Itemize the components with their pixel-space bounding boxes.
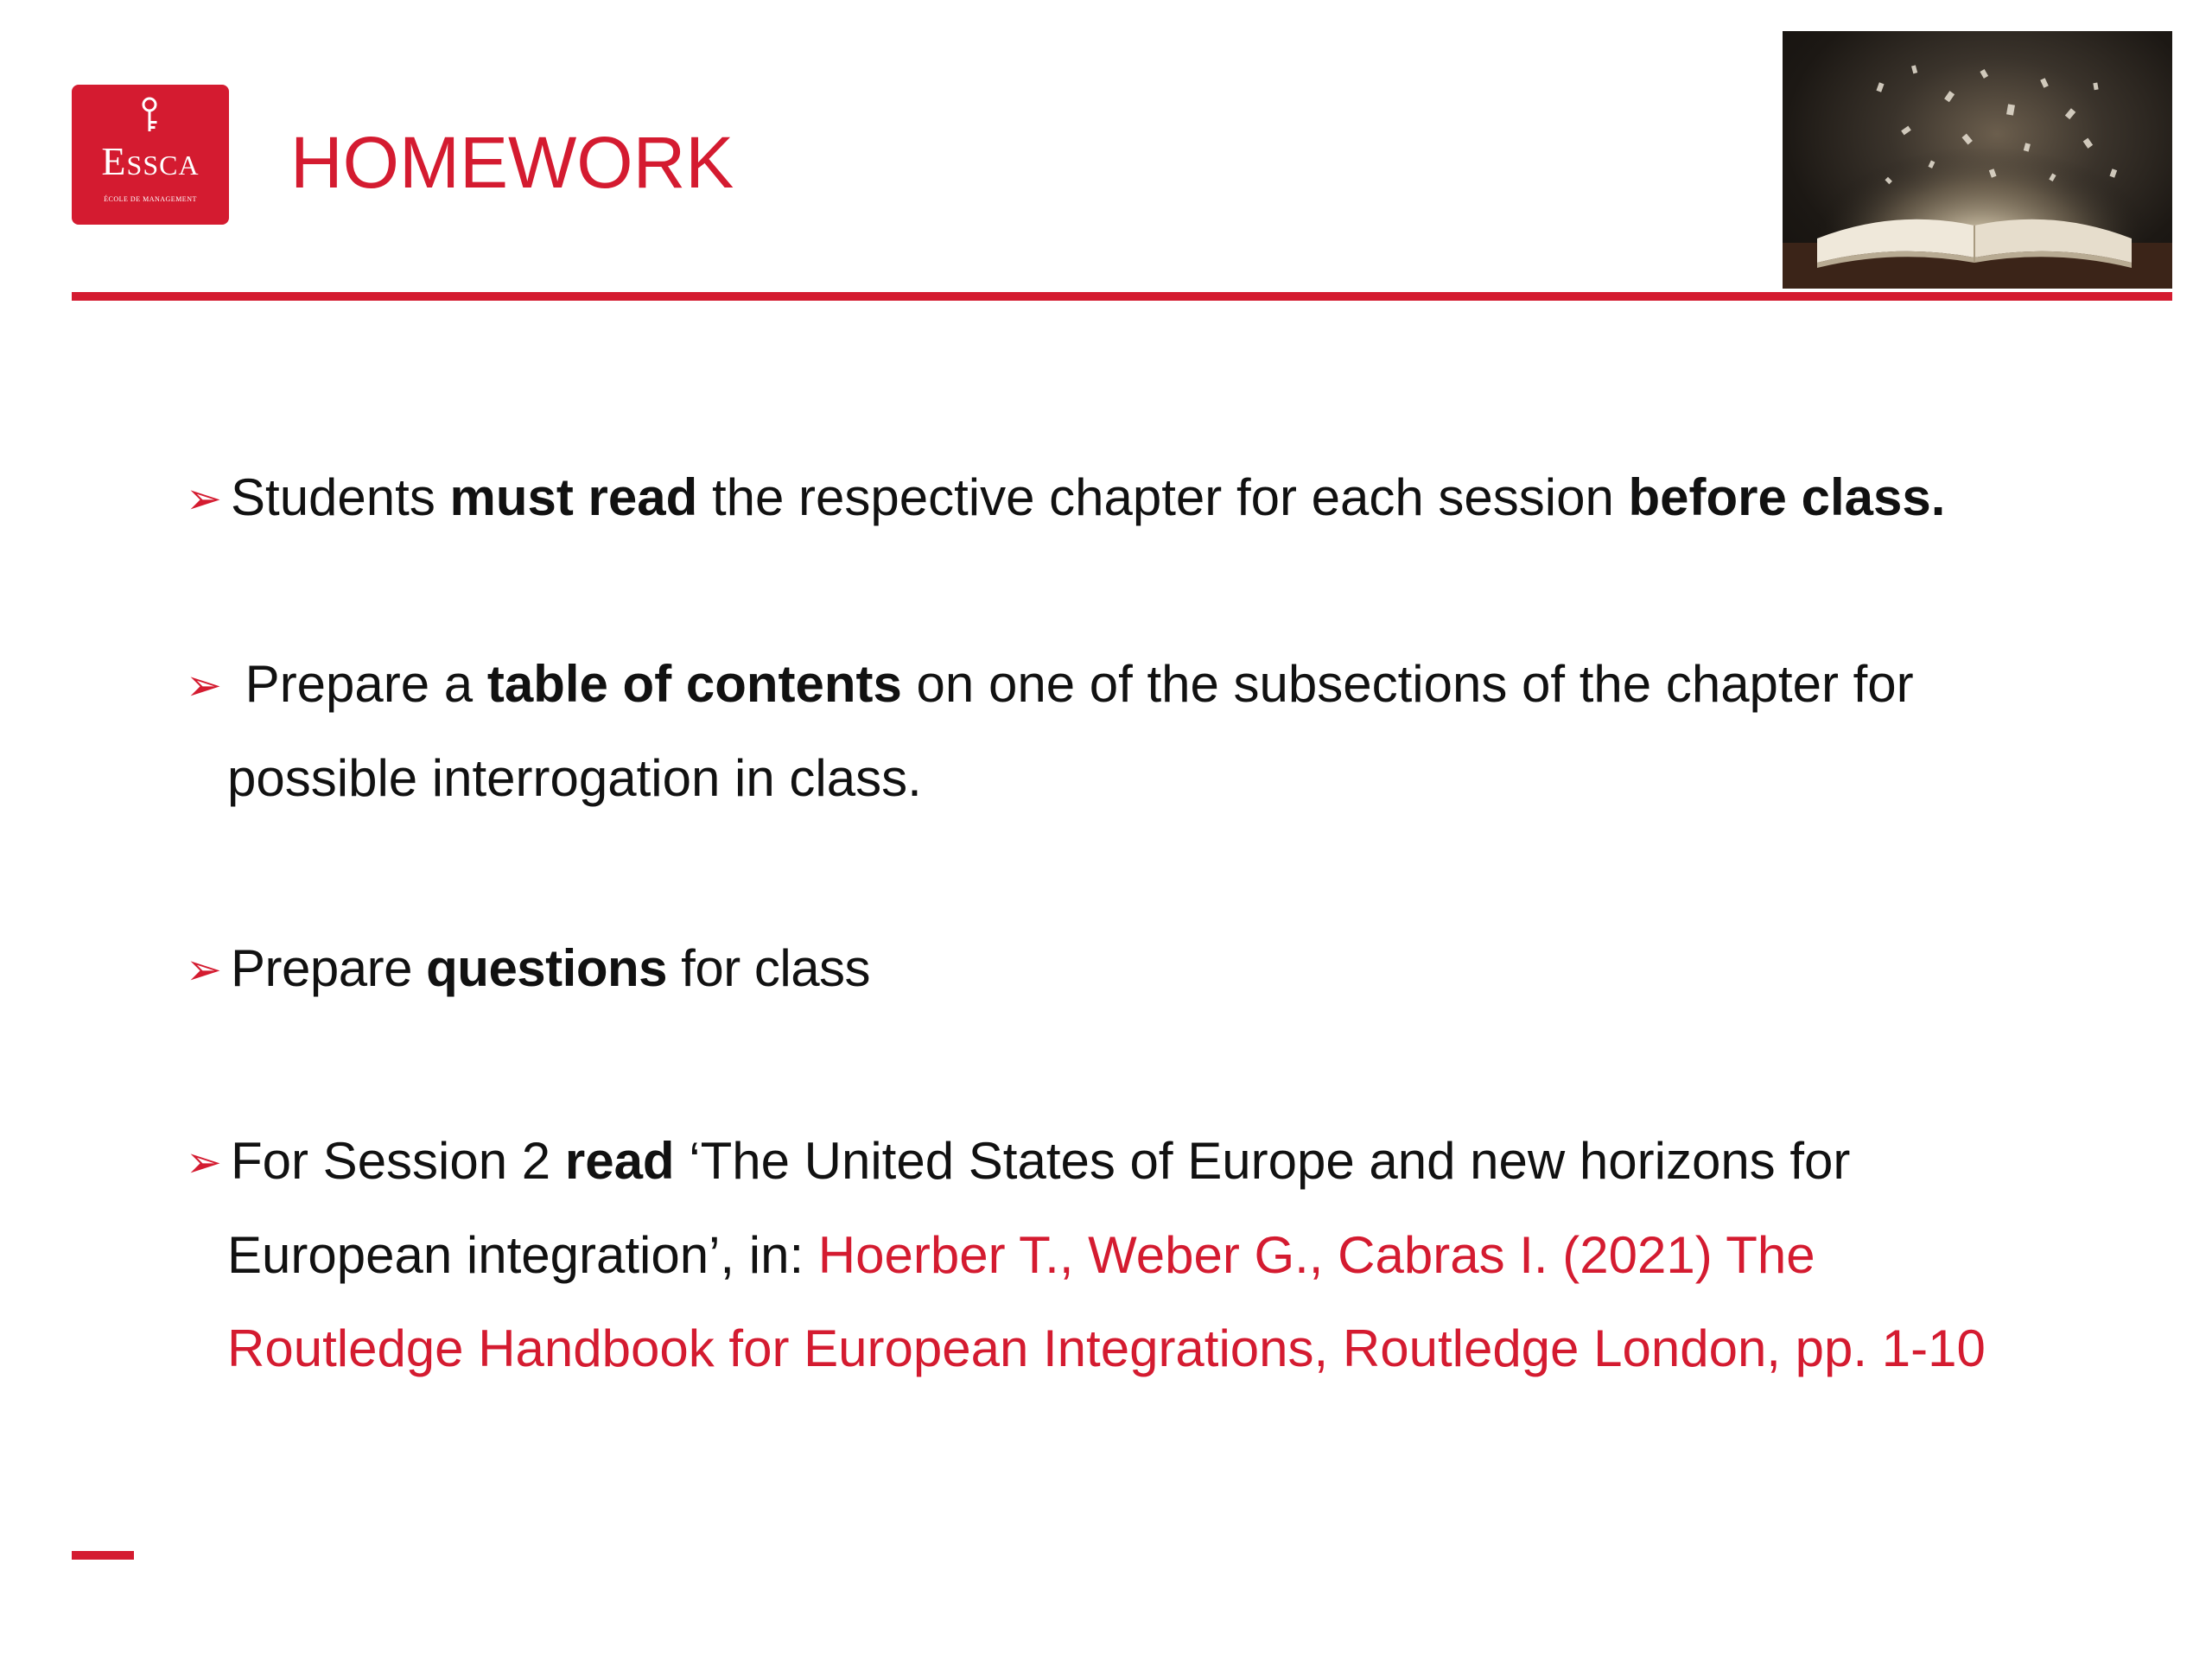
logo-wordmark: Essca xyxy=(101,139,200,183)
list-item xyxy=(186,451,2173,545)
bullet-emphasis: questions xyxy=(426,939,667,997)
arrow-bullet-icon: ➢ xyxy=(186,661,222,709)
bullet-text: European integration’, in: xyxy=(227,1226,818,1284)
key-icon xyxy=(134,97,165,135)
arrow-bullet-icon: ➢ xyxy=(186,474,222,523)
header-divider xyxy=(72,292,2172,301)
bullet-text-continued xyxy=(186,1209,2173,1302)
reference-text: Routledge Handbook for European Integrations, Routledge London, pp. 1-10 xyxy=(227,1319,1986,1377)
book-illustration xyxy=(1783,31,2172,289)
arrow-bullet-icon: ➢ xyxy=(186,1138,222,1186)
bullet-emphasis: before class. xyxy=(1628,468,1946,526)
bullet-emphasis: table of contents xyxy=(486,655,902,713)
bullet-emphasis: must read xyxy=(449,468,698,526)
bullet-text: the respective chapter for each session xyxy=(697,468,1629,526)
list-item xyxy=(186,922,2173,1016)
arrow-bullet-icon: ➢ xyxy=(186,945,222,994)
essca-logo xyxy=(72,85,229,225)
bullet-text: on one of the subsections of the chapter for xyxy=(901,655,1914,713)
open-book-image xyxy=(1783,31,2172,289)
bullet-text: ‘The United States of Europe and new horizons for xyxy=(674,1132,1851,1190)
bullet-text: For Session 2 xyxy=(231,1132,565,1190)
bullet-text: Students xyxy=(231,468,450,526)
list-item xyxy=(186,1115,2173,1395)
bullet-text-continued: possible interrogation in class. xyxy=(227,749,922,807)
logo-subtitle: ÉCOLE DE MANAGEMENT xyxy=(104,195,197,203)
bullet-emphasis: read xyxy=(564,1132,675,1190)
page-title: HOMEWORK xyxy=(290,122,734,203)
bullet-text: for class xyxy=(667,939,871,997)
footer-marker xyxy=(72,1551,134,1560)
bullet-text: Prepare xyxy=(231,939,427,997)
bullet-text: Prepare a xyxy=(231,655,487,713)
list-item xyxy=(186,638,2173,825)
reference-text: Hoerber T., Weber G., Cabras I. (2021) The xyxy=(817,1226,1815,1284)
